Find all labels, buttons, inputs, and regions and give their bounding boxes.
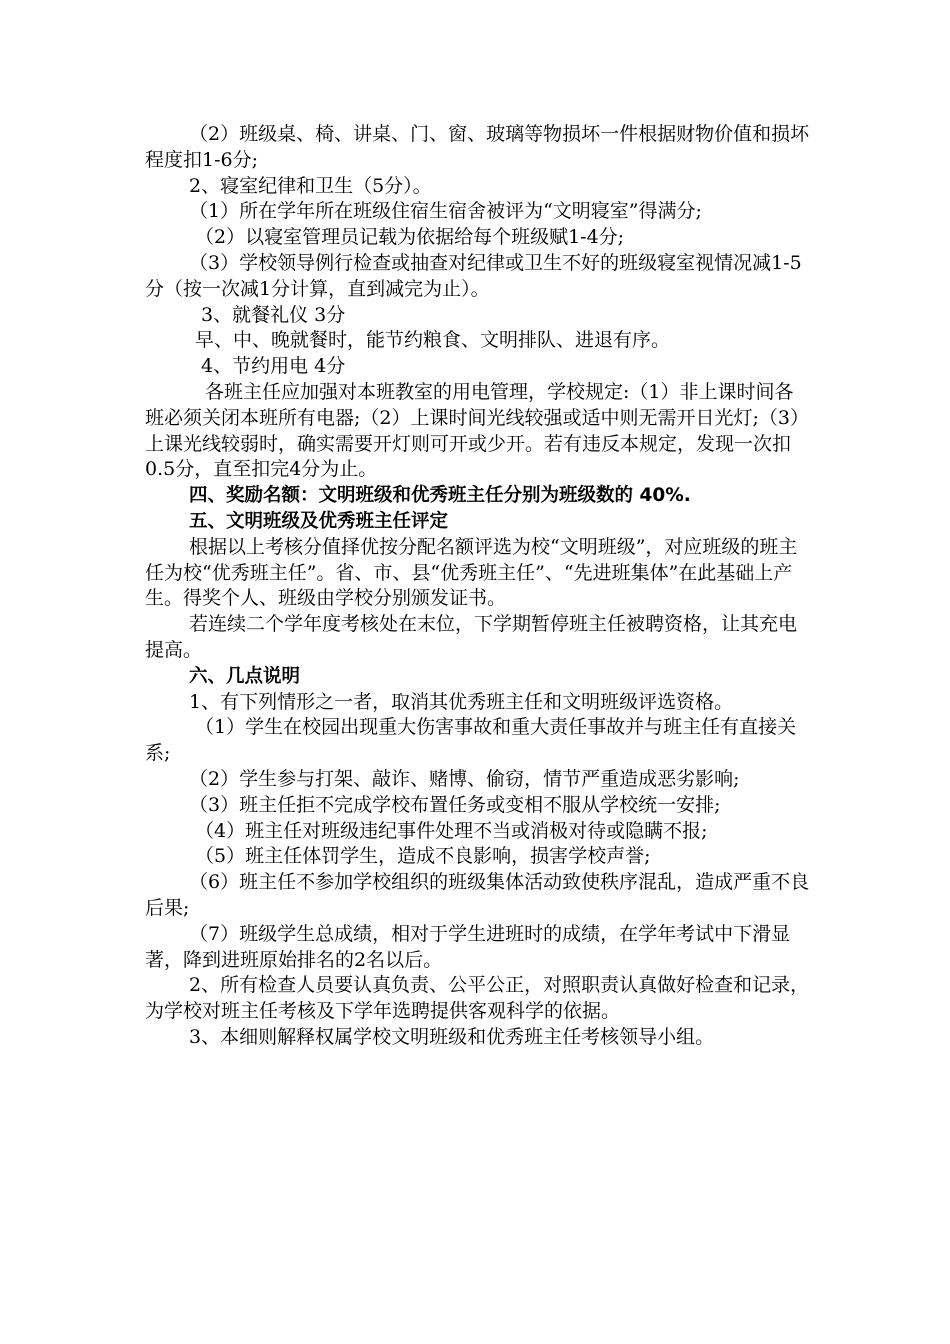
list-item-score-decline: （7）班级学生总成绩，相对于学生进班时的成绩，在学年考试中下滑显著，降到进班原始排名的2名以后。 <box>145 922 791 971</box>
paragraph-dorm-civilized: （1）所在学年所在班级住宿生宿舍被评为“文明寝室”得满分; <box>189 200 702 223</box>
paragraph-dorm-inspection: （3）学校领导例行检查或抽查对纪律或卫生不好的班级寝室视情况减1-5分（按一次减1分计算，直到减完为止）。 <box>145 251 802 300</box>
list-item-corporal-punishment: （5）班主任体罚学生，造成不良影响，损害学校声誉; <box>195 845 651 868</box>
paragraph-evaluation-method: 根据以上考核分值择优按分配名额评选为校“文明班级”，对应班级的班主任为校“优秀班主任”。省、市、县“优秀班主任”、“先进班集体”在此基础上产生。得奖个人、班级由学校分别颁发证书。 <box>145 535 798 610</box>
paragraph-suspension: 若连续二个学年度考核处在末位，下学期暂停班主任被聘资格，让其充电提高。 <box>145 613 798 661</box>
paragraph-interpretation-right: 3、本细则解释权属学校文明班级和优秀班主任考核领导小组。 <box>189 1025 715 1048</box>
list-item-fighting: （2）学生参与打架、敲诈、赌博、偷窃，情节严重造成恶劣影响; <box>189 767 740 790</box>
item-dorm-discipline: 2、寝室纪律和卫生（5分）。 <box>189 174 432 197</box>
paragraph-dorm-manager-score: （2）以寝室管理员记载为依据给每个班级赋1-4分; <box>195 226 625 249</box>
item-save-electricity: 4、节约用电 4分 <box>201 355 346 378</box>
document-page <box>145 122 810 1051</box>
list-item-refuse-task: （3）班主任拒不完成学校布置任务或变相不服从学校统一安排; <box>189 793 721 816</box>
list-item-accident: （1）学生在校园出现重大伤害事故和重大责任事故并与班主任有直接关系; <box>145 716 797 765</box>
section-heading-awards-quota: 四、奖励名额：文明班级和优秀班主任分别为班级数的 40%. <box>189 485 691 507</box>
paragraph-inspectors-duty: 2、所有检查人员要认真负责、公平公正，对照职责认真做好检查和记录，为学校对班主任考核及下学年选聘提供客观科学的依据。 <box>145 974 810 1023</box>
paragraph-electricity-rules: 各班主任应加强对本班教室的用电管理，学校规定:（1）非上课时间各班必须关闭本班所有电器;（2）上课时间光线较强或适中则无需开日光灯;（3）上课光线较弱时，确实需要开灯则可开或少开。若有违反本规定，发现一次扣 0.5分，直至扣完4分为止。 <box>145 380 809 481</box>
paragraph-damage-deduction: （2）班级桌、椅、讲桌、门、窗、玻璃等物损坏一件根据财物价值和损坏程度扣1-6分; <box>145 123 810 171</box>
list-item-absent-activities: （6）班主任不参加学校组织的班级集体活动致使秩序混乱，造成严重不良后果; <box>145 871 810 919</box>
paragraph-dining-rules: 早、中、晚就餐时，能节约粮食、文明排队、进退有序。 <box>195 329 671 352</box>
list-item-improper-handling: （4）班主任对班级违纪事件处理不当或消极对待或隐瞒不报; <box>195 819 708 842</box>
paragraph-disqualification: 1、有下列情形之一者，取消其优秀班主任和文明班级评选资格。 <box>189 690 734 713</box>
section-heading-notes: 六、几点说明 <box>189 665 301 687</box>
section-heading-evaluation: 五、文明班级及优秀班主任评定 <box>189 510 449 532</box>
item-dining-etiquette: 3、就餐礼仪 3分 <box>201 303 346 326</box>
